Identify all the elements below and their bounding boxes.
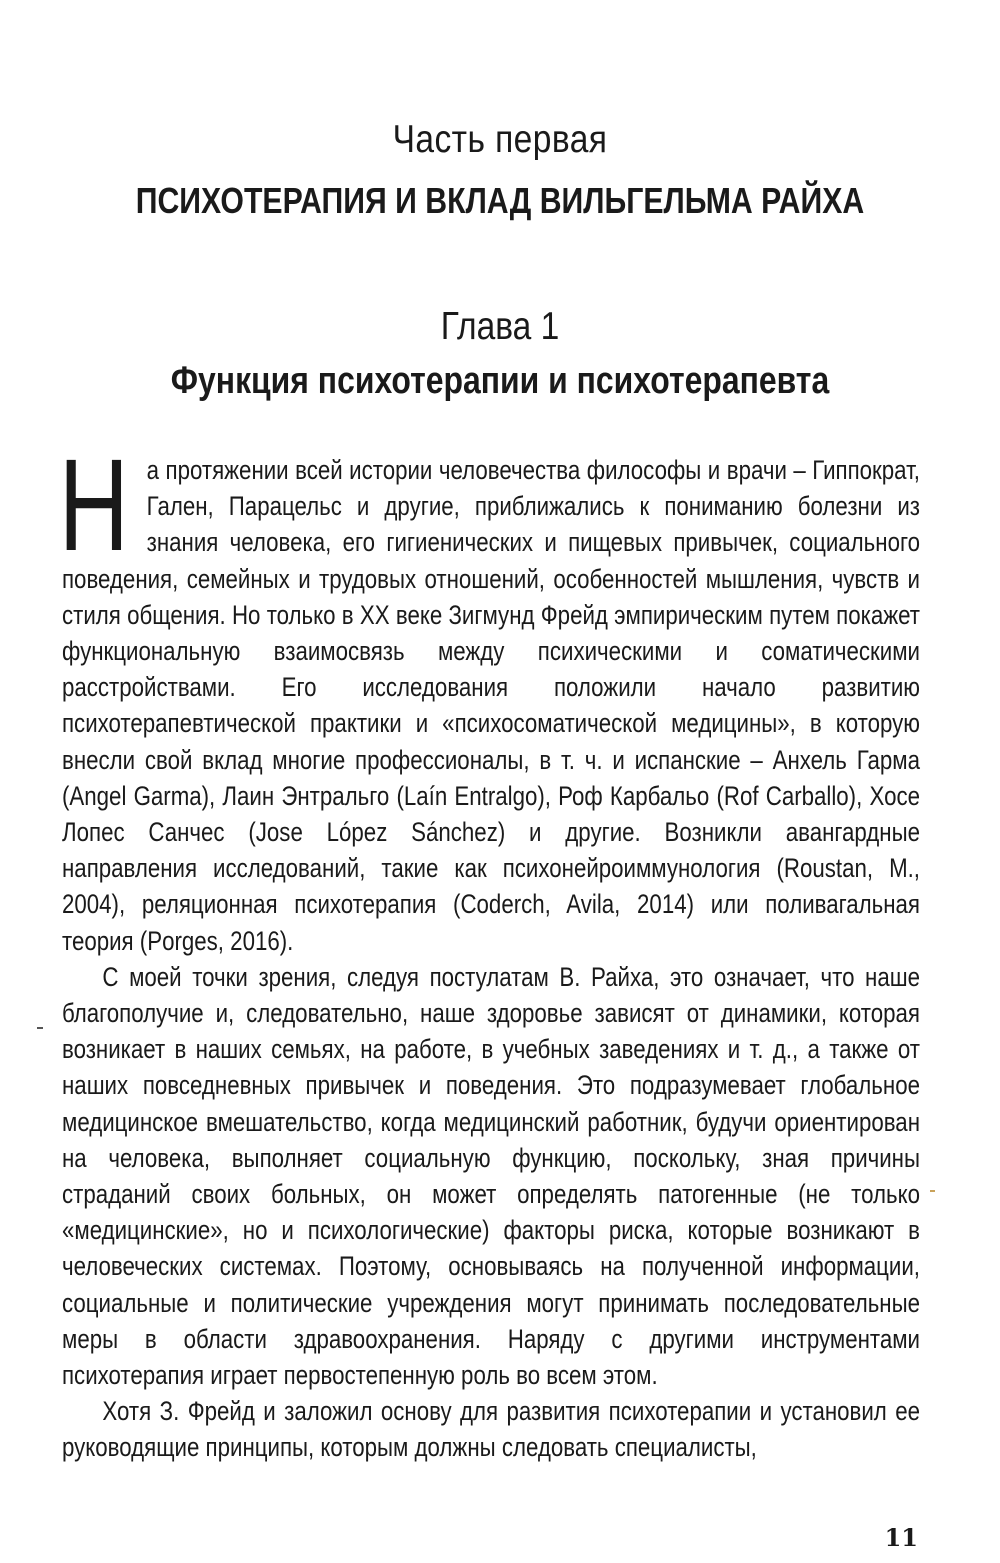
paragraph-2: С моей точки зрения, следуя постулатам В. Райха, это означает, что наше благополучие и, следовательно, наше здоровье зависят от динамики, которая возникает в наших семьях, на работе, в учебных заведениях и т. д., а также от наших повседневных привычек и поведения. Это подразумевает глобальное медицинское вмешательство, когда медицинский работник, будучи ориентирован на человека, выполняет социальную функцию, поскольку, зная причины страданий своих больных, он может определять патогенные (не только «медицинские», но и психологические) факторы риска, которые возникают в человеческих системах. Поэтому, основываясь на полученной информации, социальные и политические учреждения могут принимать последовательные меры в области здравоохранения. Наряду с другими инструментами психотерапия играет первостепенную роль во всем этом. (62, 961, 921, 1391)
body-text (58, 431, 921, 1466)
scan-speck (37, 1027, 43, 1029)
page-number: 11 (884, 1523, 918, 1552)
chapter-title: Функция психотерапии и психотерапевта (170, 360, 830, 402)
drop-cap: Н (58, 431, 129, 578)
paragraph-1 (58, 431, 921, 959)
paragraph-1-text: а протяжении всей истории человечества философы и врачи – Гиппократ, Гален, Парацельс и другие, приближались к пониманию болезни из знания человека, его гигиенических и пищевых привычек, социального поведения, семейных и трудовых отношений, особенностей мышления, чувств и стиля общения. Но только в XX веке Зигмунд Фрейд эмпирическим путем покажет функциональную взаимосвязь между психическими и соматическими расстройствами. Его исследования положили начало развитию психотерапевтической практики и «психосоматической медицины», в которую внесли свой вклад многие профессионалы, в т. ч. и испанские – Анхель Гарма (Angel Garma), Лаин Энтральго (Laín Entralgo), Роф Карбальо (Rof Carballo), Хосе Лопес Санчес (Jose López Sánchez) и другие. Возникли авангардные направления исследований, такие как психонейроиммунология (Roustan, M., 2004), реляционная психотерапия (Coderch, Avila, 2014) или поливагальная теория (Porges, 2016). (62, 455, 921, 956)
scan-speck (930, 1190, 935, 1192)
chapter-label: Глава 1 (440, 305, 560, 348)
part-label: Часть первая (392, 118, 608, 161)
part-title: ПСИХОТЕРАПИЯ И ВКЛАД ВИЛЬГЕЛЬМА РАЙХА (135, 180, 865, 221)
paragraph-3: Хотя З. Фрейд и заложил основу для развития психотерапии и установил ее руководящие принципы, которым должны следовать специалисты, (62, 1396, 921, 1463)
